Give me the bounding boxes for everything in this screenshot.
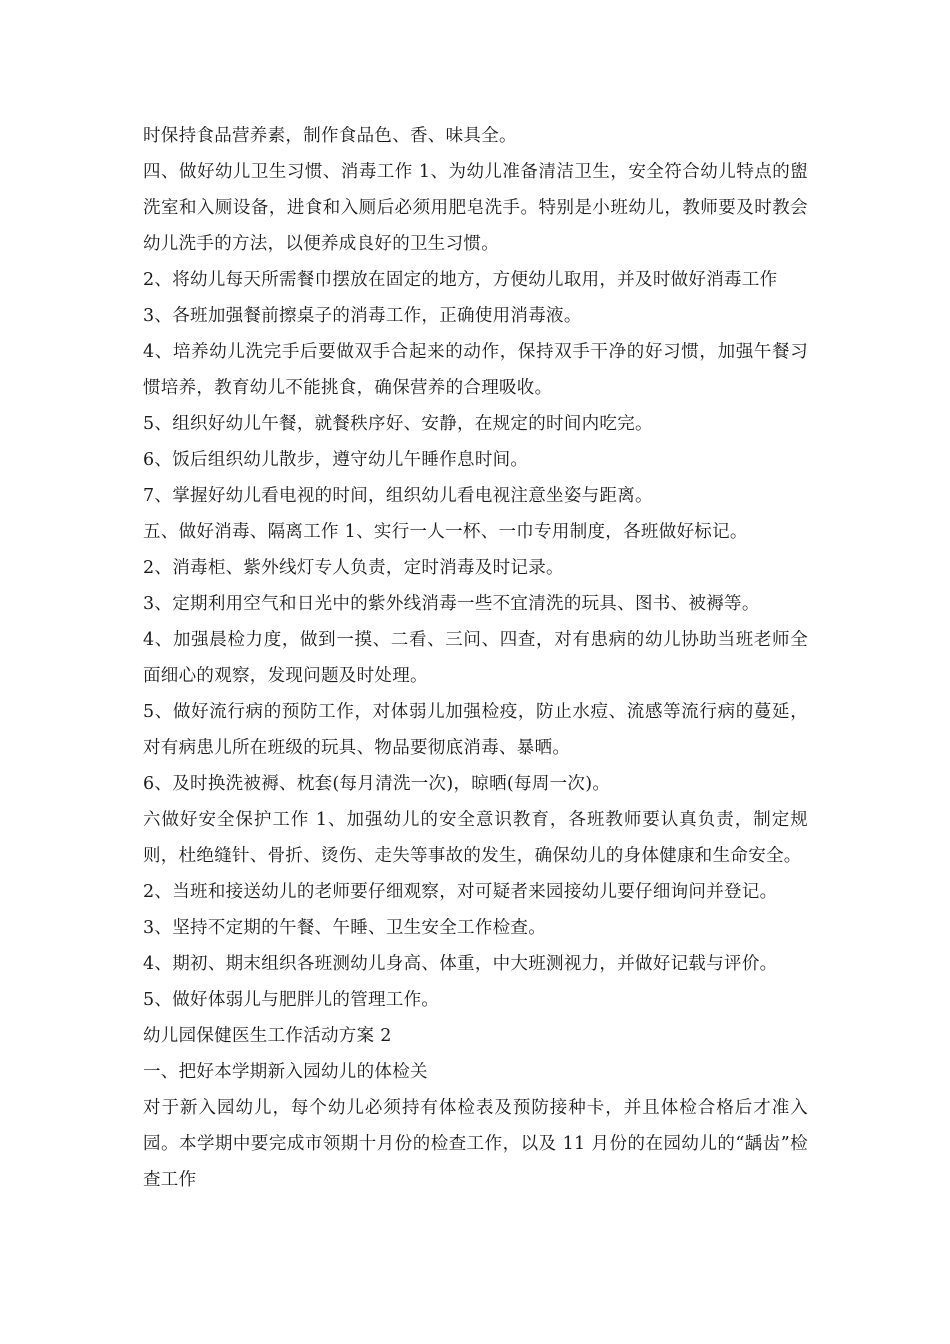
- paragraph: 4、期初、期末组织各班测幼儿身高、体重，中大班测视力，并做好记载与评价。: [143, 954, 778, 974]
- paragraph: 对于新入园幼儿，每个幼儿必须持有体检表及预防接种卡，并且体检合格后才准入园。本学期中要完成市领期十月份的检查工作，以及 11 月份的在园幼儿的“龋齿”检查工作: [143, 1098, 808, 1190]
- paragraph: 3、定期利用空气和日光中的紫外线消毒一些不宜清洗的玩具、图书、被褥等。: [143, 594, 760, 614]
- paragraph: 5、组织好幼儿午餐，就餐秩序好、安静，在规定的时间内吃完。: [143, 414, 653, 434]
- paragraph: 6、饭后组织幼儿散步，遵守幼儿午睡作息时间。: [143, 450, 529, 470]
- paragraph: 2、消毒柜、紫外线灯专人负责，定时消毒及时记录。: [143, 558, 564, 578]
- paragraph: 7、掌握好幼儿看电视的时间，组织幼儿看电视注意坐姿与距离。: [143, 486, 653, 506]
- paragraph: 3、各班加强餐前擦桌子的消毒工作，正确使用消毒液。: [143, 306, 582, 326]
- paragraph: 四、做好幼儿卫生习惯、消毒工作 1、为幼儿准备清洁卫生，安全符合幼儿特点的盥洗室和入厕设备，进食和入厕后必须用肥皂洗手。特别是小班幼儿，教师要及时教会幼儿洗手的方法，以便养成良好的卫生习惯。: [143, 162, 808, 254]
- paragraph: 2、当班和接送幼儿的老师要仔细观察，对可疑者来园接幼儿要仔细询问并登记。: [143, 882, 778, 902]
- paragraph: 5、做好体弱儿与肥胖儿的管理工作。: [143, 990, 440, 1010]
- paragraph: 时保持食品营养素，制作食品色、香、味具全。: [143, 126, 517, 146]
- paragraph: 2、将幼儿每天所需餐巾摆放在固定的地方，方便幼儿取用，并及时做好消毒工作: [143, 270, 778, 290]
- paragraph: 6、及时换洗被褥、枕套(每月清洗一次)，晾晒(每周一次)。: [143, 774, 611, 794]
- paragraph: 3、坚持不定期的午餐、午睡、卫生安全工作检查。: [143, 918, 547, 938]
- paragraph: 4、加强晨检力度，做到一摸、二看、三问、四查，对有患病的幼儿协助当班老师全面细心的观察，发现问题及时处理。: [143, 630, 808, 686]
- section-heading: 六做好安全保护工作 1、加强幼儿的安全意识教育，各班教师要认真负责，制定规则，杜绝缝针、骨折、烫伤、走失等事故的发生，确保幼儿的身体健康和生命安全。: [143, 810, 808, 866]
- paragraph: 4、培养幼儿洗完手后要做双手合起来的动作，保持双手干净的好习惯，加强午餐习惯培养，教育幼儿不能挑食，确保营养的合理吸收。: [143, 342, 808, 398]
- document-body: [143, 118, 808, 1198]
- paragraph: 5、做好流行病的预防工作，对体弱儿加强检疫，防止水痘、流感等流行病的蔓延，对有病患儿所在班级的玩具、物品要彻底消毒、暴晒。: [143, 702, 808, 758]
- document-title: 幼儿园保健医生工作活动方案 2: [143, 1026, 392, 1046]
- section-heading: 五、做好消毒、隔离工作 1、实行一人一杯、一巾专用制度，各班做好标记。: [143, 522, 748, 542]
- section-heading: 一、把好本学期新入园幼儿的体检关: [143, 1062, 428, 1082]
